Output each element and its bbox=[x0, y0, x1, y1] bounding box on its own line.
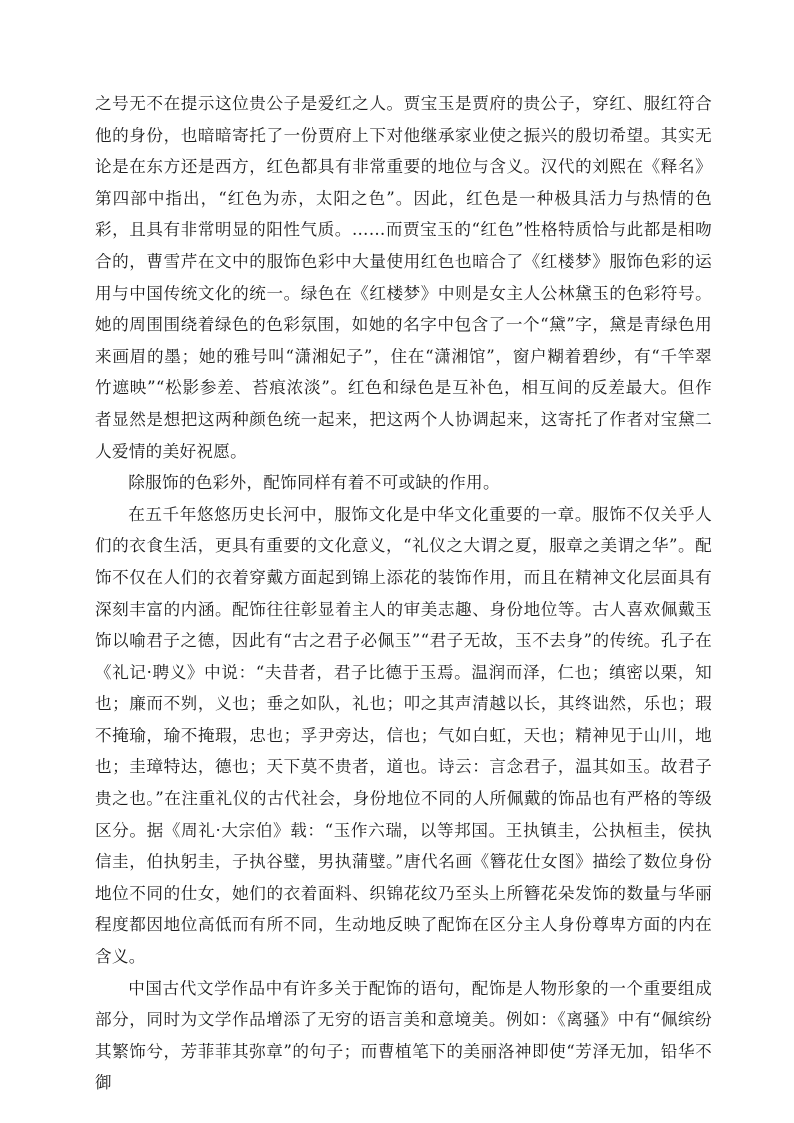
paragraph-2: 除服饰的色彩外，配饰同样有着不可或缺的作用。 bbox=[128, 473, 500, 493]
document-body bbox=[95, 88, 712, 1099]
paragraph-4: 中国古代文学作品中有许多关于配饰的语句，配饰是人物形象的一个重要组成部分，同时为文学作品增添了无穷的语言美和意境美。例如：《离骚》中有“佩缤纷其繁饰兮，芳菲菲其弥章”的句子；而曹植笔下的美丽洛神即使“芳泽无加，铅华不御 bbox=[95, 978, 712, 1093]
paragraph-1: 之号无不在提示这位贵公子是爱红之人。贾宝玉是贾府的贵公子，穿红、服红符合他的身份，也暗暗寄托了一份贾府上下对他继承家业使之振兴的殷切希望。其实无论是在东方还是西方，红色都具有非常重要的地位与含义。汉代的刘熙在《释名》第四部中指出，“红色为赤，太阳之色”。因此，红色是一种极具活力与热情的色彩，且具有非常明显的阳性气质。……而贾宝玉的“红色”性格特质恰与此都是相吻合的，曹雪芹在文中的服饰色彩中大量使用红色也暗合了《红楼梦》服饰色彩的运用与中国传统文化的统一。绿色在《红楼梦》中则是女主人公林黛玉的色彩符号。她的周围围绕着绿色的色彩氛围，如她的名字中包含了一个“黛”字，黛是青绿色用来画眉的墨；她的雅号叫“潇湘妃子”，住在“潇湘馆”，窗户糊着碧纱，有“千竿翠竹遮映”“松影参差、苔痕浓淡”。红色和绿色是互补色，相互间的反差最大。但作者显然是想把这两种颜色统一起来，把这两个人协调起来，这寄托了作者对宝黛二人爱情的美好祝愿。 bbox=[95, 94, 712, 461]
paragraph-3: 在五千年悠悠历史长河中，服饰文化是中华文化重要的一章。服饰不仅关乎人们的衣食生活，更具有重要的文化意义，“礼仪之大谓之夏，服章之美谓之华”。配饰不仅在人们的衣着穿戴方面起到锦上添花的装饰作用，而且在精神文化层面具有深刻丰富的内涵。配饰往往彰显着主人的审美志趣、身份地位等。古人喜欢佩戴玉饰以喻君子之德，因此有“古之君子必佩玉”“君子无故，玉不去身”的传统。孔子在《礼记·聘义》中说：“夫昔者，君子比德于玉焉。温润而泽，仁也；缜密以栗，知也；廉而不刿，义也；垂之如队，礼也；叩之其声清越以长，其终诎然，乐也；瑕不掩瑜，瑜不掩瑕，忠也；孚尹旁达，信也；气如白虹，天也；精神见于山川，地也；圭璋特达，德也；天下莫不贵者，道也。诗云：言念君子，温其如玉。故君子贵之也。”在注重礼仪的古代社会，身份地位不同的人所佩戴的饰品也有严格的等级区分。据《周礼·大宗伯》载：“玉作六瑞，以等邦国。王执镇圭，公执桓圭，侯执信圭，伯执躬圭，子执谷璧，男执蒲璧。”唐代名画《簪花仕女图》描绘了数位身份地位不同的仕女，她们的衣着面料、织锦花纹乃至头上所簪花朵发饰的数量与华丽程度都因地位高低而有所不同，生动地反映了配饰在区分主人身份尊卑方面的内在含义。 bbox=[95, 504, 712, 967]
